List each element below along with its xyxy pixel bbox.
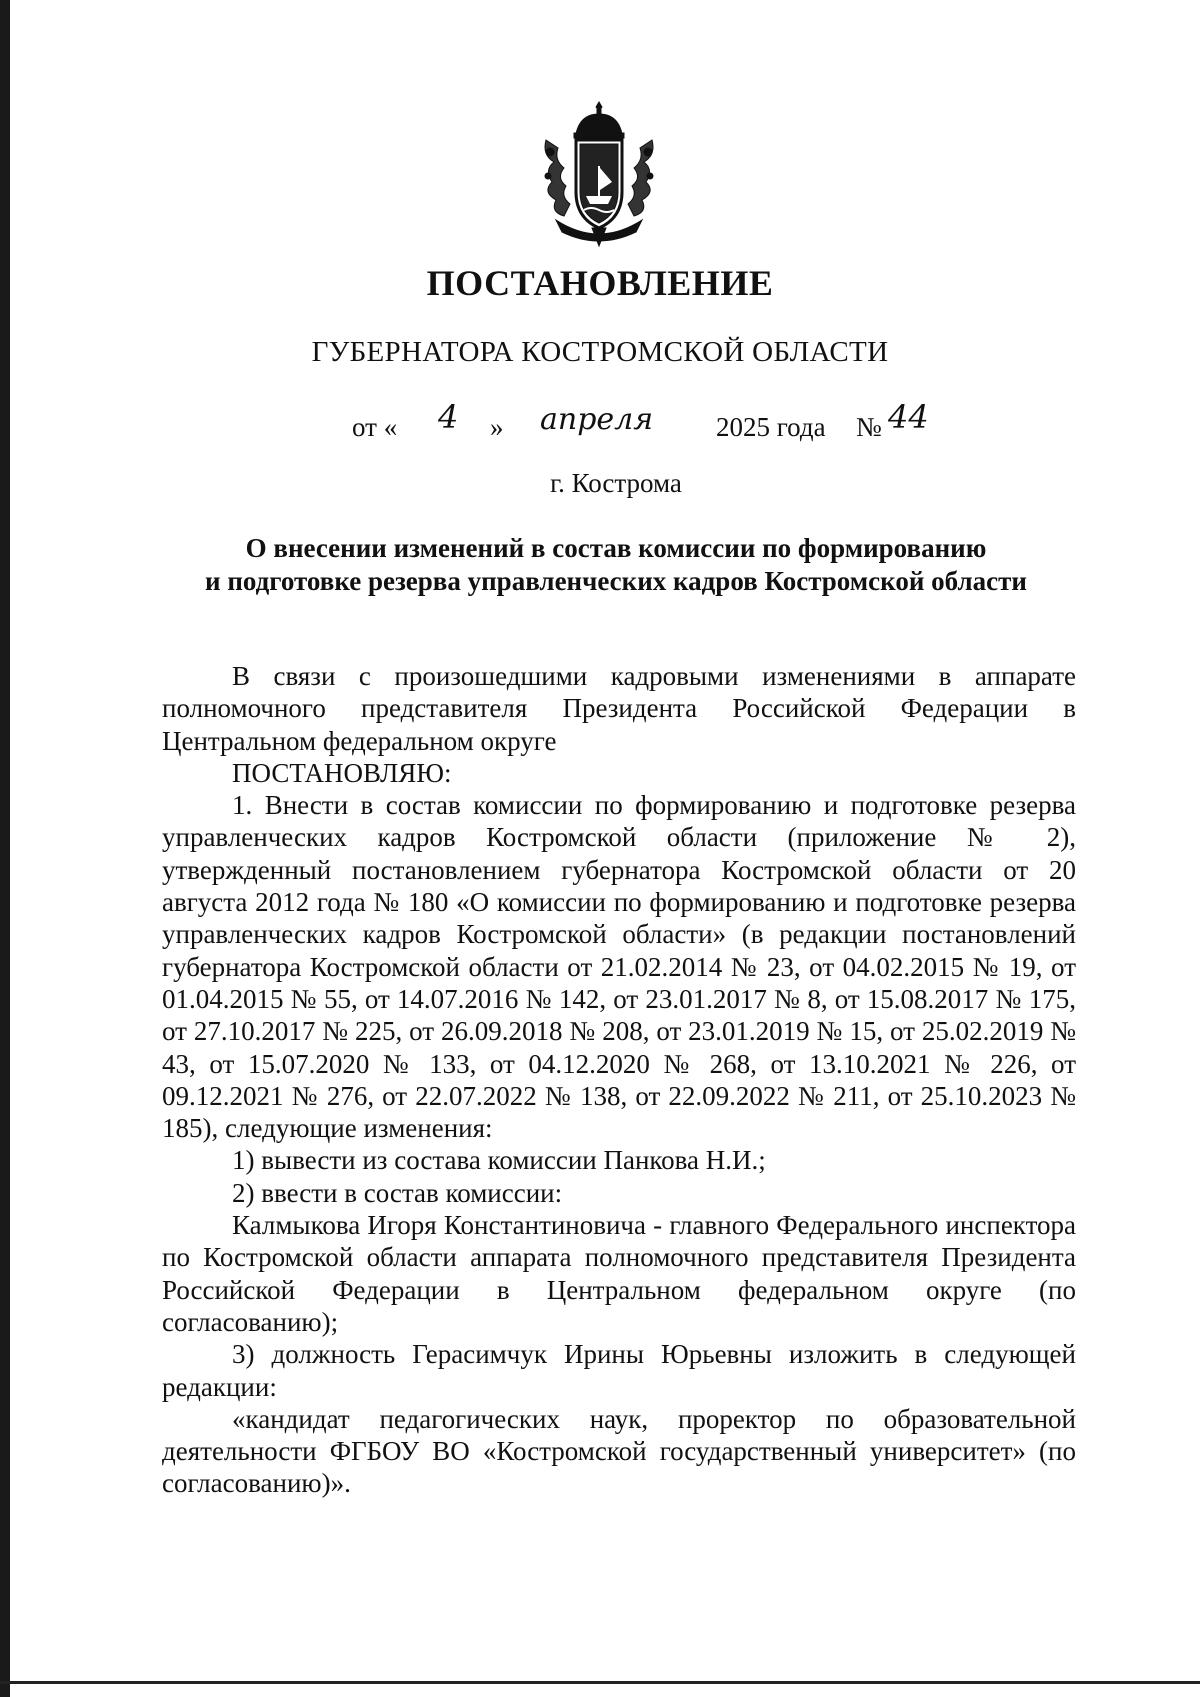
paragraph-subitem-3: 3) должность Герасимчук Ирины Юрьевны изложить в следующей редакции: [162,1339,1076,1402]
document-number: 44 [888,398,929,436]
scan-bottom-edge [0,1681,1200,1684]
date-close-quote: » [490,412,504,442]
date-prefix: от « [352,412,398,442]
document-heading [0,532,1200,598]
paragraph-decree: ПОСТАНОВЛЯЮ: [232,757,452,788]
date-month: апреля [540,402,654,437]
heading-line-1: О внесении изменений в состав комиссии по формированию [245,533,987,563]
heading-line-2: и подготовке резерва управленческих кадров Костромской области [205,566,1027,596]
date-line [0,398,1200,444]
date-day: 4 [438,398,459,436]
document-authority: ГУБЕРНАТОРА КОСТРОМСКОЙ ОБЛАСТИ [311,336,889,368]
paragraph-subitem-1: 1) вывести из состава комиссии Панкова Н.И.; [232,1145,766,1176]
date-year: 2025 года [716,412,826,442]
scan-left-edge [0,0,10,1697]
paragraph-new-member: Калмыкова Игоря Константиновича - главного Федерального инспектора по Костромской области аппарата полномочного представителя Президента Российской Федерации в Центральном федеральном округе (по согласованию); [162,1210,1076,1337]
number-label: № [856,412,882,442]
document-body [162,660,1076,1500]
document-city: г. Кострома [550,468,682,498]
kostroma-coat-of-arms-icon [536,100,662,248]
document-title: ПОСТАНОВЛЕНИЕ [426,263,774,303]
paragraph-item-1: 1. Внести в состав комиссии по формированию и подготовке резерва управленческих кадров Костромской области (приложение № 2), утвержденный постановлением губернатора Костромской области от 20 августа 2012 года № 180 «О комиссии по формированию и подготовке резерва управленческих кадров Костромской области» (в редакции постановлений губернатора Костромской области от 21.02.2014 № 23, от 04.02.2015 № 19, от 01.04.2015 № 55, от 14.07.2016 № 142, от 23.01.2017 № 8, от 15.08.2017 № 175, от 27.10.2017 № 225, от 26.09.2018 № 208, от 23.01.2019 № 15, от 25.02.2019 № 43, от 15.07.2020 № 133, от 04.12.2020 № 268, от 13.10.2021 № 226, от 09.12.2021 № 276, от 22.07.2022 № 138, от 22.09.2022 № 211, от 25.10.2023 № 185), следующие изменения: [162,790,1076,1144]
paragraph-position: «кандидат педагогических наук, проректор по образовательной деятельности ФГБОУ ВО «Костромской государственный университет» (по согласованию)». [162,1403,1076,1499]
paragraph-preamble: В связи с произошедшими кадровыми изменениями в аппарате полномочного представителя Президента Российской Федерации в Центральном федеральном округе [162,661,1076,756]
paragraph-subitem-2: 2) ввести в состав комиссии: [232,1177,563,1208]
